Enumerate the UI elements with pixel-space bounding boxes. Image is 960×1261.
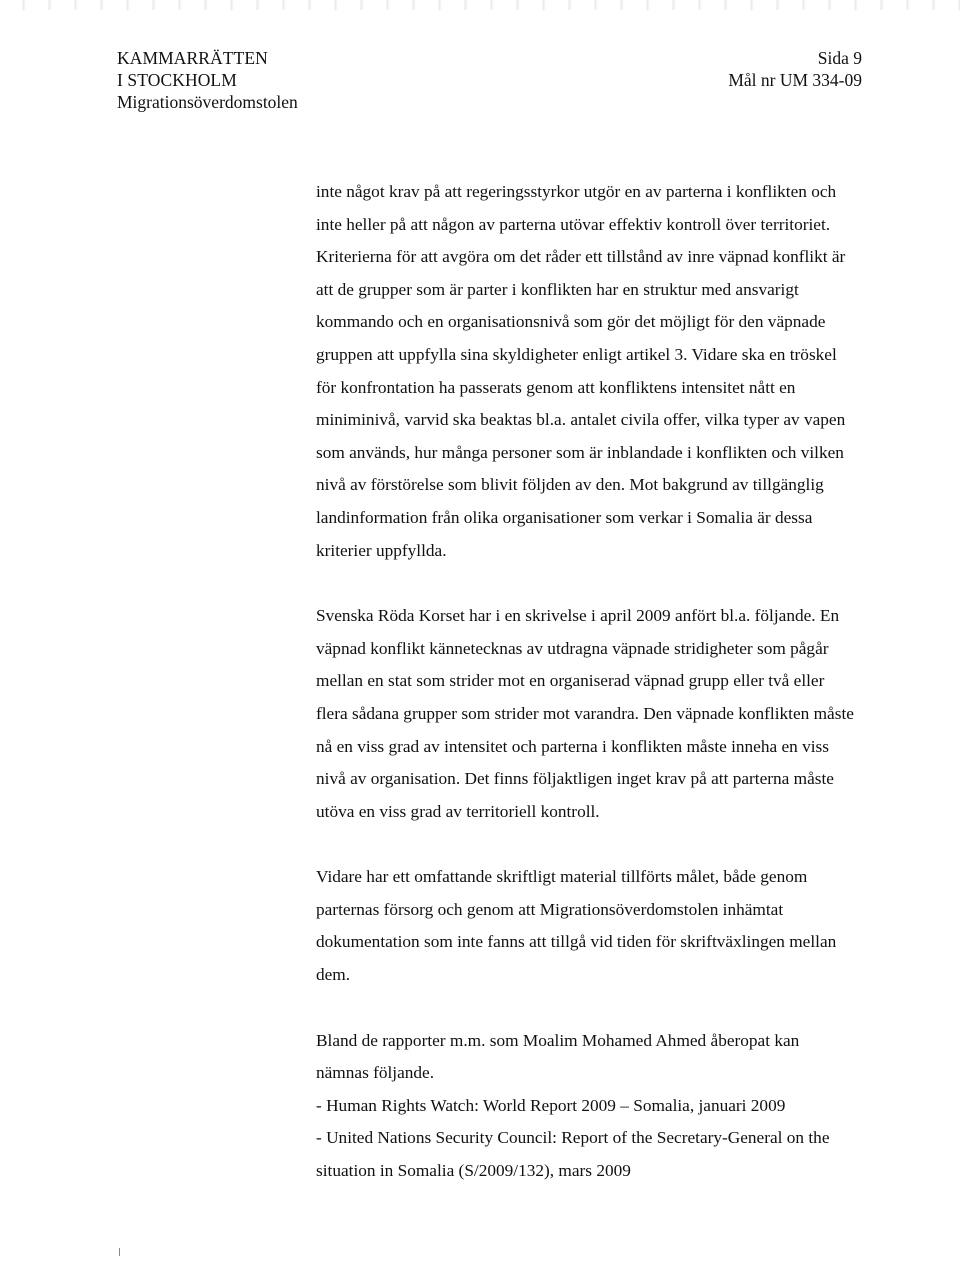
paragraph-reports-intro: Bland de rapporter m.m. som Moalim Mohamed Ahmed åberopat kan nämnas följande.	[316, 1030, 800, 1083]
scan-mark	[119, 1248, 120, 1256]
case-header	[728, 47, 862, 91]
paragraph-material: Vidare har ett omfattande skriftligt material tillförts målet, både genom parternas försorg och genom att Migrationsöverdomstolen inhämtat dokumentation som inte fanns att tillgå vid tiden för skriftväxlingen mellan dem.	[316, 867, 837, 985]
page-number: Sida 9	[817, 48, 862, 68]
document-body	[316, 176, 856, 1188]
court-name: KAMMARRÄTTEN	[117, 48, 268, 68]
court-city: I STOCKHOLM	[117, 70, 237, 90]
court-header	[117, 47, 298, 113]
list-item-unsc: - United Nations Security Council: Report of the Secretary-General on the situation in Somalia (S/2009/132), mars 2009	[316, 1128, 830, 1181]
paragraph-criteria: inte något krav på att regeringsstyrkor utgör en av parterna i konflikten och inte heller på att någon av parterna utövar effektiv kontroll över territoriet. Kriterierna för att avgöra om det råder ett tillstånd av inre väpnad konflikt är att de grupper som är parter i konflikten har en struktur med ansvarigt kommando och en organisationsnivå som gör det möjligt för den väpnade gruppen att uppfylla sina skyldigheter enligt artikel 3. Vidare ska en tröskel för konfrontation ha passerats genom att konfliktens intensitet nått en miniminivå, varvid ska beaktas bl.a. antalet civila offer, vilka typer av vapen som används, hur många personer som är inblandade i konflikten och vilken nivå av förstörelse som blivit följden av den. Mot bakgrund av tillgänglig landinformation från olika organisationer som verkar i Somalia är dessa kriterier uppfyllda.	[316, 182, 846, 560]
list-item-hrw: - Human Rights Watch: World Report 2009 – Somalia, januari 2009	[316, 1095, 786, 1115]
paragraph-red-cross: Svenska Röda Korset har i en skrivelse i april 2009 anfört bl.a. följande. En väpnad konflikt kännetecknas av utdragna väpnade stridigheter som pågår mellan en stat som strider mot en organiserad väpnad grupp eller två eller flera sådana grupper som strider mot varandra. Den väpnade konflikten måste nå en viss grad av intensitet och parterna i konflikten måste inneha en viss nivå av organisation. Det finns följaktligen inget krav på att parterna måste utöva en viss grad av territoriell kontroll.	[316, 606, 854, 821]
scan-artifact	[0, 0, 960, 10]
court-department: Migrationsöverdomstolen	[117, 92, 298, 112]
case-number: Mål nr UM 334-09	[728, 70, 862, 90]
